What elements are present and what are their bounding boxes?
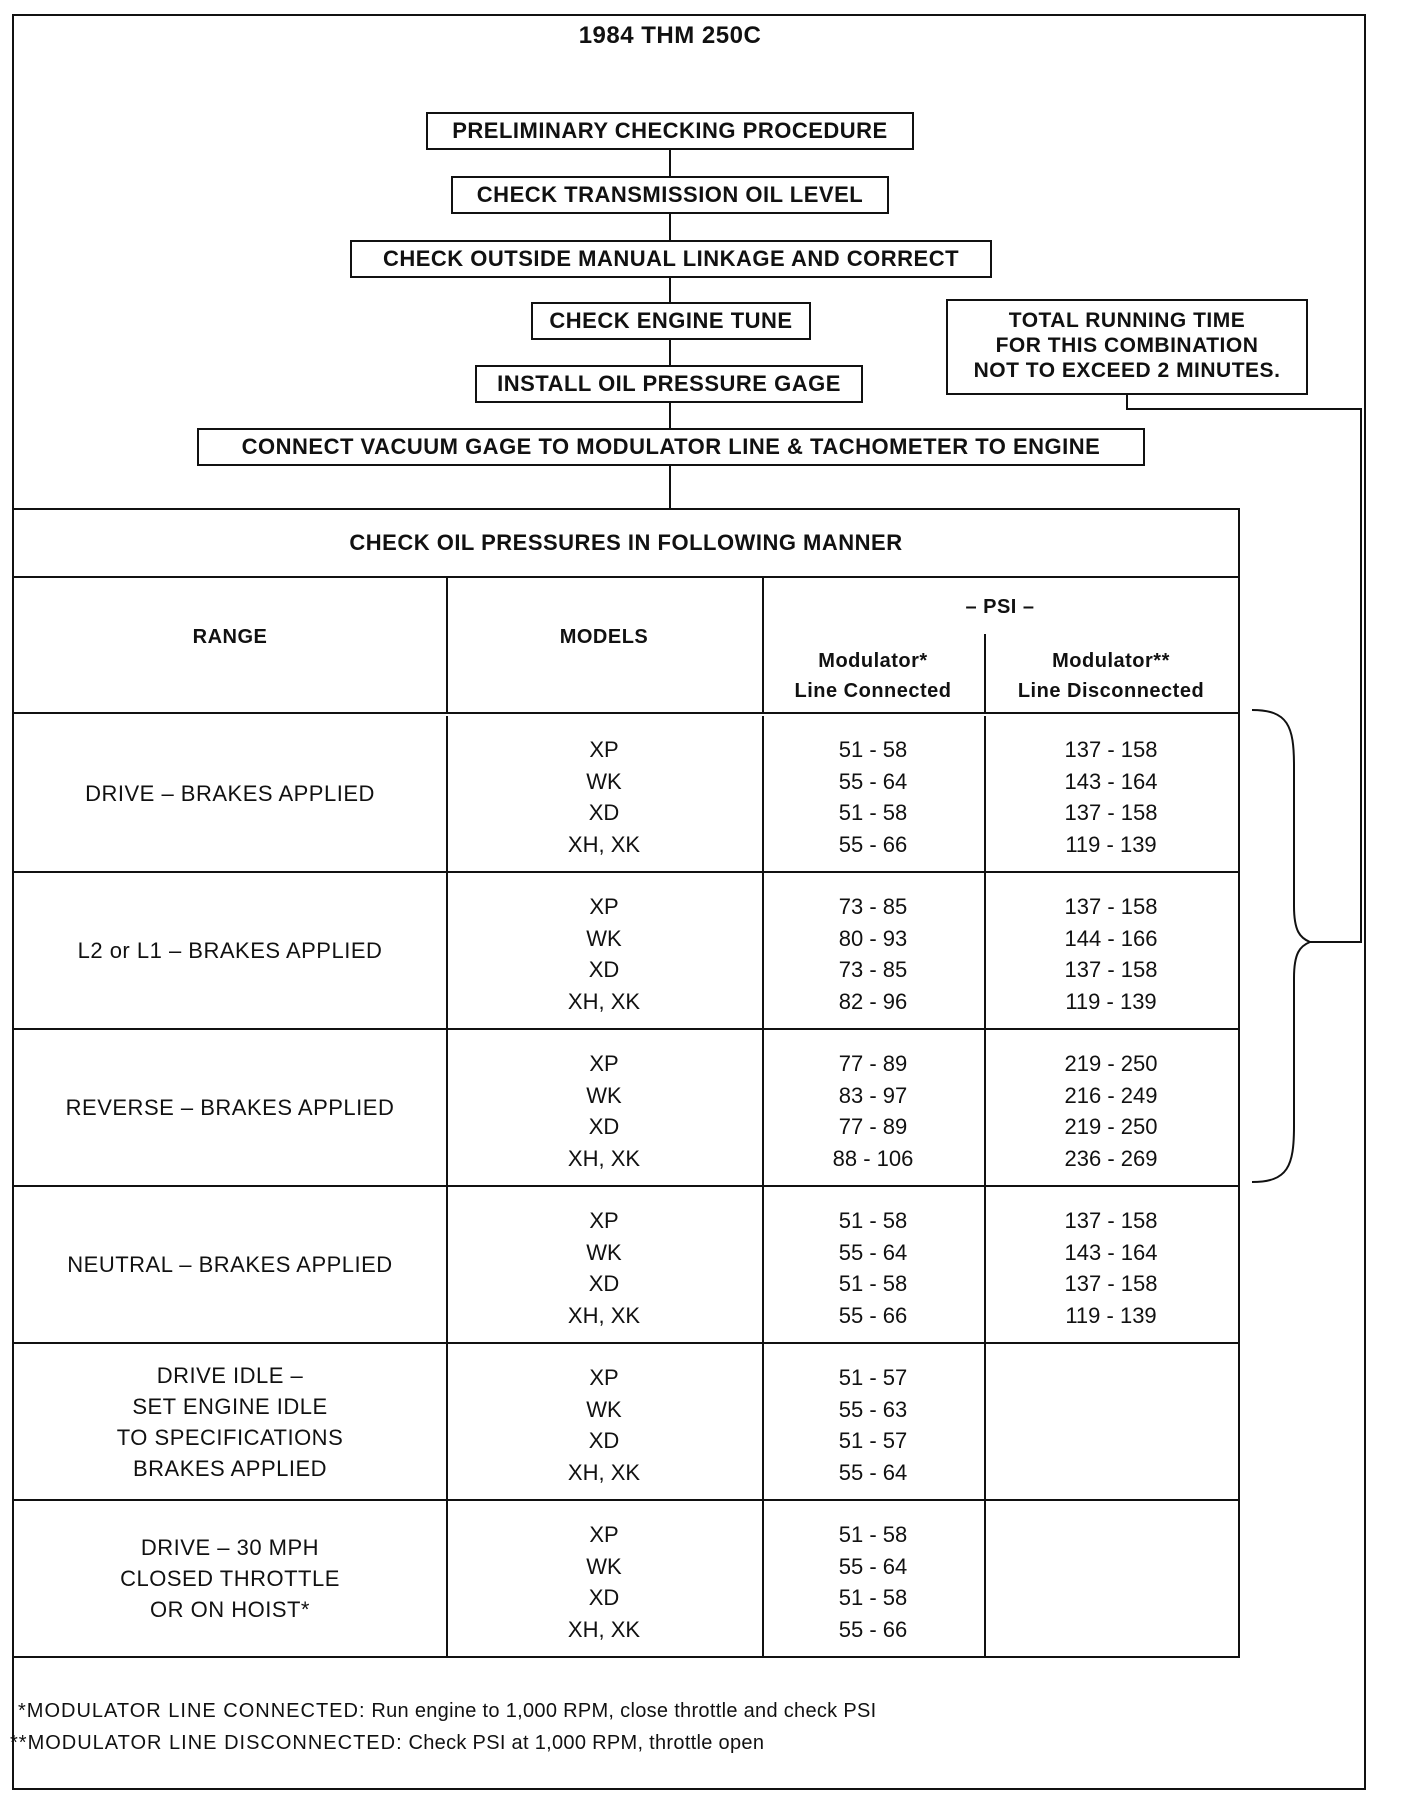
models-value: XH, XK: [567, 831, 641, 857]
connected-value: 55 - 64: [838, 768, 908, 794]
connected-value: 88 - 106: [832, 1145, 914, 1171]
range-line: DRIVE – 30 MPH: [140, 1535, 320, 1560]
connected-value: 55 - 64: [838, 1459, 908, 1485]
disconnected-value: 219 - 250: [1064, 1051, 1158, 1076]
range-line: BRAKES APPLIED: [132, 1455, 328, 1481]
note-connector-right: [1360, 408, 1362, 943]
range-lines: [85, 778, 375, 809]
connected-value: 82 - 96: [838, 988, 908, 1014]
column-header-row: [14, 578, 1238, 714]
table-row: [14, 1344, 1238, 1501]
connected-value: 83 - 97: [838, 1082, 908, 1108]
models-value: XH, XK: [567, 988, 641, 1014]
footnote-connected-label: *MODULATOR LINE CONNECTED:: [18, 1700, 366, 1722]
range-cell: [14, 873, 446, 1028]
table-row: [14, 1030, 1238, 1187]
range-lines: [120, 1532, 340, 1625]
disconnected-cell: [984, 1048, 1238, 1174]
range-line: CLOSED THROTTLE: [120, 1566, 340, 1591]
disconnected-value: 137 - 158: [1064, 1208, 1158, 1233]
brace-path: [1252, 710, 1310, 1182]
connected-value: 51 - 57: [838, 1428, 908, 1453]
models-value: WK: [586, 925, 622, 951]
connected-value: 51 - 58: [838, 800, 908, 825]
disconnected-value: 119 - 139: [1065, 988, 1157, 1014]
connected-value: 55 - 66: [838, 1302, 908, 1328]
step-preliminary: PRELIMINARY CHECKING PROCEDURE: [426, 112, 914, 150]
models-value: WK: [586, 1082, 622, 1108]
disconnected-value: 137 - 158: [1064, 800, 1158, 825]
step-pressure-gage: INSTALL OIL PRESSURE GAGE: [475, 365, 863, 403]
disconnected-value: 137 - 158: [1064, 894, 1158, 919]
models-value: XP: [589, 737, 619, 762]
models-value: WK: [586, 1553, 622, 1579]
models-cell: [446, 1519, 762, 1645]
range-line: TO SPECIFICATIONS: [116, 1424, 344, 1450]
connected-cell: [762, 1205, 984, 1331]
header-connected: [762, 646, 984, 706]
footnote-disconnected: [10, 1732, 764, 1755]
models-value: XH, XK: [567, 1145, 641, 1171]
models-value: XH, XK: [567, 1459, 641, 1485]
step-oil-level: CHECK TRANSMISSION OIL LEVEL: [451, 176, 889, 214]
connected-cell: [762, 1362, 984, 1488]
range-lines: [78, 935, 383, 966]
range-lines: [66, 1092, 395, 1123]
disconnected-value: 137 - 158: [1064, 957, 1158, 982]
step-vacuum-gage: CONNECT VACUUM GAGE TO MODULATOR LINE & TACHOMETER TO ENGINE: [197, 428, 1145, 466]
disconnected-value: 137 - 158: [1064, 1271, 1158, 1296]
connected-value: 55 - 63: [838, 1396, 908, 1422]
models-value: XD: [588, 1585, 620, 1610]
connected-value: 73 - 85: [838, 957, 908, 982]
connected-value: 55 - 66: [838, 1616, 908, 1642]
disconnected-value: 143 - 164: [1064, 1239, 1158, 1265]
models-value: WK: [586, 1396, 622, 1422]
range-line: DRIVE IDLE –: [156, 1362, 304, 1388]
range-line: NEUTRAL – BRAKES APPLIED: [67, 1252, 393, 1277]
models-value: XP: [589, 1051, 619, 1076]
connected-cell: [762, 734, 984, 860]
disconnected-value: 216 - 249: [1064, 1082, 1158, 1108]
range-line: L2 or L1 – BRAKES APPLIED: [77, 938, 383, 963]
connected-value: 55 - 66: [838, 831, 908, 857]
models-cell: [446, 891, 762, 1017]
header-psi: – PSI –: [965, 596, 1035, 618]
models-value: XD: [588, 1114, 620, 1139]
table-heading: CHECK OIL PRESSURES IN FOLLOWING MANNER: [14, 510, 1238, 578]
disconnected-value: 119 - 139: [1065, 1302, 1157, 1328]
header-disconnected-line1: Modulator**: [1052, 650, 1170, 672]
models-value: XD: [588, 1428, 620, 1453]
range-cell: [14, 716, 446, 871]
table-row: [14, 1187, 1238, 1344]
header-models: MODELS: [559, 626, 649, 648]
models-value: XD: [588, 800, 620, 825]
disconnected-value: 119 - 139: [1065, 831, 1157, 857]
models-value: XH, XK: [567, 1302, 641, 1328]
connected-value: 51 - 58: [838, 1271, 908, 1296]
range-cell: [14, 1501, 446, 1656]
disconnected-value: 143 - 164: [1064, 768, 1158, 794]
running-time-note: [946, 299, 1308, 395]
header-connected-line1: Modulator*: [818, 650, 928, 672]
range-line: SET ENGINE IDLE: [132, 1393, 328, 1419]
range-lines: [117, 1360, 344, 1484]
range-line: REVERSE – BRAKES APPLIED: [65, 1095, 395, 1120]
oil-pressure-table: [12, 508, 1240, 1658]
range-lines: [67, 1249, 392, 1280]
footnote-connected: [18, 1700, 876, 1723]
connected-value: 51 - 58: [838, 1208, 908, 1233]
footnote-disconnected-label: **MODULATOR LINE DISCONNECTED:: [10, 1732, 403, 1754]
models-value: WK: [586, 768, 622, 794]
footnote-connected-text: Run engine to 1,000 RPM, close throttle and check PSI: [371, 1700, 877, 1722]
connected-value: 55 - 64: [838, 1553, 908, 1579]
header-disconnected-line2: Line Disconnected: [1017, 680, 1205, 702]
note-connector-across: [1126, 408, 1362, 410]
models-value: XP: [589, 1208, 619, 1233]
header-range: RANGE: [192, 626, 268, 648]
connected-value: 55 - 64: [838, 1239, 908, 1265]
range-cell: [14, 1030, 446, 1185]
connected-value: 80 - 93: [838, 925, 908, 951]
models-value: XP: [589, 894, 619, 919]
disconnected-value: 137 - 158: [1064, 737, 1158, 762]
note-line-1: TOTAL RUNNING TIME: [1008, 309, 1246, 332]
connected-cell: [762, 891, 984, 1017]
connected-value: 77 - 89: [838, 1051, 908, 1076]
models-value: XP: [589, 1522, 619, 1547]
page-title: 1984 THM 250C: [578, 22, 762, 49]
connected-value: 73 - 85: [838, 894, 908, 919]
note-line-3: NOT TO EXCEED 2 MINUTES.: [973, 359, 1281, 382]
range-cell: [14, 1187, 446, 1342]
disconnected-cell: [984, 1205, 1238, 1331]
table-row: [14, 716, 1238, 873]
models-cell: [446, 734, 762, 860]
models-value: XD: [588, 957, 620, 982]
step-linkage: CHECK OUTSIDE MANUAL LINKAGE AND CORRECT: [350, 240, 992, 278]
models-value: XH, XK: [567, 1616, 641, 1642]
range-cell: [14, 1344, 446, 1499]
table-row: [14, 1501, 1238, 1658]
models-cell: [446, 1205, 762, 1331]
note-connector-down: [1126, 395, 1128, 409]
connected-cell: [762, 1048, 984, 1174]
connected-value: 51 - 58: [838, 737, 908, 762]
col-divider: [984, 1344, 986, 1499]
brace-connector: [1308, 941, 1362, 943]
connected-value: 51 - 58: [838, 1585, 908, 1610]
models-cell: [446, 1048, 762, 1174]
connected-value: 77 - 89: [838, 1114, 908, 1139]
disconnected-cell: [984, 891, 1238, 1017]
note-line-2: FOR THIS COMBINATION: [995, 334, 1259, 357]
range-line: DRIVE – BRAKES APPLIED: [85, 781, 375, 806]
col-divider: [984, 1501, 986, 1656]
range-line: OR ON HOIST*: [149, 1597, 310, 1622]
models-value: XD: [588, 1271, 620, 1296]
models-cell: [446, 1362, 762, 1488]
header-disconnected: [984, 646, 1238, 706]
disconnected-cell: [984, 734, 1238, 860]
step-engine-tune: CHECK ENGINE TUNE: [531, 302, 811, 340]
models-value: WK: [586, 1239, 622, 1265]
footnote-disconnected-text: Check PSI at 1,000 RPM, throttle open: [408, 1732, 765, 1754]
disconnected-value: 236 - 269: [1064, 1145, 1158, 1171]
disconnected-value: 144 - 166: [1064, 925, 1158, 951]
bracket-brace: [1248, 706, 1312, 1186]
header-connected-line2: Line Connected: [794, 680, 952, 702]
table-row: [14, 873, 1238, 1030]
connected-value: 51 - 58: [838, 1522, 908, 1547]
connected-cell: [762, 1519, 984, 1645]
models-value: XP: [589, 1365, 619, 1390]
disconnected-value: 219 - 250: [1064, 1114, 1158, 1139]
connected-value: 51 - 57: [838, 1365, 908, 1390]
